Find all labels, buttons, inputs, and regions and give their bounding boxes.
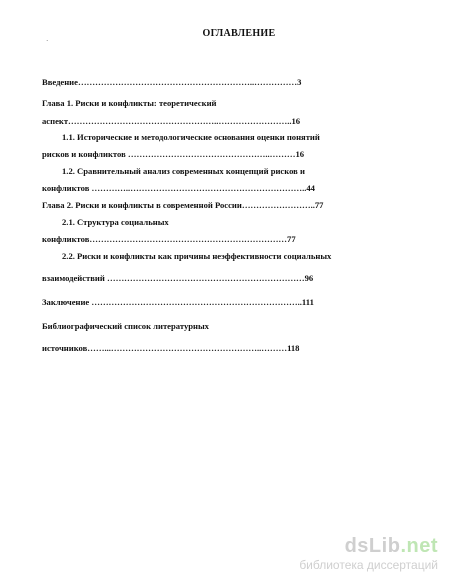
toc-line: Глава 1. Риски и конфликты: теоретический — [42, 98, 217, 108]
toc-line: Библиографический список литературных — [42, 321, 209, 331]
toc-line: рисков и конфликтов …………………………………………..………16 — [42, 149, 305, 159]
toc-line: источников……...……………………………………………..………118 — [42, 343, 300, 353]
toc-line: 2.2. Риски и конфликты как причины неэффективности социальных — [62, 251, 332, 261]
toc-line: 1.1. Исторические и методологические основания оценки понятий — [62, 132, 320, 142]
toc-line: Глава 2. Риски и конфликты в современной России……………………..77 — [42, 200, 324, 210]
watermark-logo-tld: .net — [400, 535, 438, 557]
toc-line: взаимодействий ……………………………………………………………96 — [42, 273, 314, 283]
watermark-subtitle: библиотека диссертаций — [299, 558, 438, 572]
page-title: ОГЛАВЛЕНИЕ — [202, 28, 276, 39]
toc-line: Заключение ………………………………………………………………..111 — [42, 297, 314, 307]
watermark-logo — [299, 536, 438, 556]
scan-mark: · — [46, 37, 49, 45]
watermark-logo-main: dsLib — [344, 535, 401, 557]
watermark — [299, 536, 438, 572]
toc-line: 2.1. Структура социальных — [62, 217, 169, 227]
toc-line: 1.2. Сравнительный анализ современных концепций рисков и — [62, 166, 305, 176]
toc-line: конфликтов …………..……………………………………………………..44 — [42, 183, 315, 193]
toc-line: Введение……………………………………………………..……………3 — [42, 77, 302, 87]
toc-line: аспект……………………………………………..……………………..16 — [42, 116, 301, 126]
toc-line: конфликтов……………………………………………………………77 — [42, 234, 296, 244]
